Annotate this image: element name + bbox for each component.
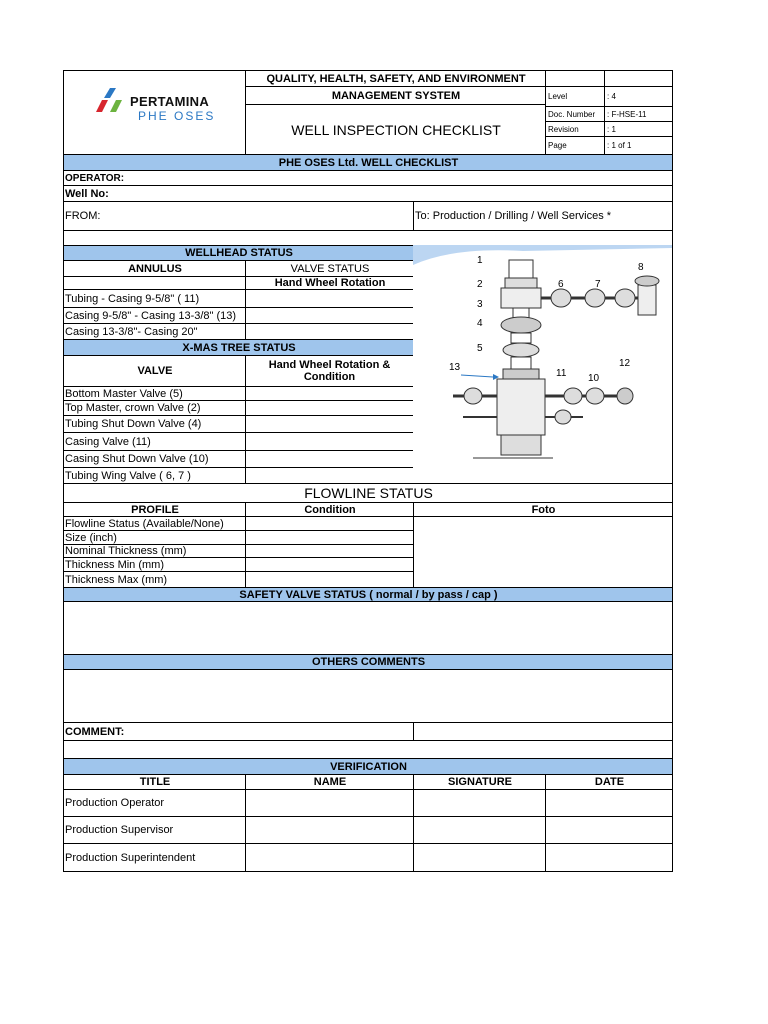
verification-signature-input[interactable] — [413, 816, 546, 844]
checklist-title: PHE OSES Ltd. WELL CHECKLIST — [63, 154, 673, 171]
xmas-row-label: Top Master, crown Valve (2) — [63, 400, 246, 416]
blank-row — [63, 740, 673, 759]
wellhead-blank — [63, 276, 246, 290]
safety-valve-title: SAFETY VALVE STATUS ( normal / by pass / cap ) — [63, 587, 673, 602]
flowline-title: FLOWLINE STATUS — [63, 483, 673, 503]
xmas-row-label: Bottom Master Valve (5) — [63, 386, 246, 401]
verification-date-input[interactable] — [545, 843, 673, 872]
xmas-row-input[interactable] — [245, 450, 414, 468]
wellhead-col-handwheel: Hand Wheel Rotation — [245, 276, 414, 290]
verification-col-name: NAME — [245, 774, 414, 790]
doc-title-text: WELL INSPECTION CHECKLIST — [291, 121, 501, 138]
xmas-row-label: Tubing Shut Down Valve (4) — [63, 415, 246, 433]
flowline-row-input[interactable] — [245, 544, 414, 558]
xmas-col-condition: Hand Wheel Rotation & Condition — [245, 355, 414, 387]
from-label: FROM: — [63, 201, 414, 231]
doc-title — [245, 104, 546, 155]
verification-date-input[interactable] — [545, 789, 673, 817]
blank-row — [63, 230, 673, 246]
diagram-label: 1 — [477, 255, 483, 266]
verification-signature-input[interactable] — [413, 789, 546, 817]
xmas-row-input[interactable] — [245, 386, 414, 401]
verification-row-title: Production Operator — [63, 789, 246, 817]
xmas-row-input[interactable] — [245, 432, 414, 451]
meta-page-label: Page — [545, 136, 605, 155]
xmas-col-valve: VALVE — [63, 355, 246, 387]
flowline-row-label: Thickness Min (mm) — [63, 557, 246, 572]
verification-name-input[interactable] — [245, 789, 414, 817]
comment-label: COMMENT: — [63, 722, 414, 741]
flowline-row-input[interactable] — [245, 557, 414, 572]
diagram-label: 6 — [558, 279, 564, 290]
xmas-row-label: Tubing Wing Valve ( 6, 7 ) — [63, 467, 246, 484]
others-comments-area[interactable] — [63, 669, 673, 723]
verification-date-input[interactable] — [545, 816, 673, 844]
verification-col-signature: SIGNATURE — [413, 774, 546, 790]
meta-page-value: : 1 of 1 — [604, 136, 673, 155]
diagram-label: 2 — [477, 279, 483, 290]
well-no-label: Well No: — [63, 185, 673, 202]
wellhead-row-label: Casing 9-5/8" - Casing 13-3/8" (13) — [63, 307, 246, 324]
flowline-row-label: Flowline Status (Available/None) — [63, 516, 246, 531]
wellhead-row-label: Tubing - Casing 9-5/8" ( 11) — [63, 289, 246, 308]
verification-row-title: Production Supervisor — [63, 816, 246, 844]
wellhead-title: WELLHEAD STATUS — [63, 245, 414, 261]
xmas-row-label: Casing Shut Down Valve (10) — [63, 450, 246, 468]
wellhead-row-input[interactable] — [245, 289, 414, 308]
verification-col-title: TITLE — [63, 774, 246, 790]
verification-col-date: DATE — [545, 774, 673, 790]
meta-revision-value: : 1 — [604, 121, 673, 137]
logo-box — [63, 70, 246, 155]
xmas-row-label: Casing Valve (11) — [63, 432, 246, 451]
wellhead-row-label: Casing 13-3/8"- Casing 20" — [63, 323, 246, 340]
flowline-row-label: Size (inch) — [63, 530, 246, 545]
diagram-label: 8 — [638, 262, 644, 273]
diagram-label: 11 — [556, 368, 567, 379]
title-line-2: MANAGEMENT SYSTEM — [245, 86, 546, 105]
diagram-label: 10 — [588, 373, 600, 384]
safety-valve-area[interactable] — [63, 601, 673, 655]
diagram-label: 7 — [595, 279, 601, 290]
comment-input[interactable] — [413, 722, 673, 741]
meta-docnum-label: Doc. Number — [545, 106, 605, 122]
wellhead-col-annulus: ANNULUS — [63, 260, 246, 277]
wellhead-row-input[interactable] — [245, 307, 414, 324]
meta-blank-2 — [604, 70, 673, 87]
flowline-col-profile: PROFILE — [63, 502, 246, 517]
to-label: To: Production / Drilling / Well Services * — [413, 201, 673, 231]
xmas-row-input[interactable] — [245, 415, 414, 433]
title-line-1: QUALITY, HEALTH, SAFETY, AND ENVIRONMENT — [245, 70, 546, 87]
logo-text: PERTAMINA — [130, 94, 210, 109]
logo-subtext: PHE OSES — [138, 109, 216, 123]
flowline-row-input[interactable] — [245, 530, 414, 545]
xmas-title: X-MAS TREE STATUS — [63, 339, 414, 356]
wellhead-col-valve-status: VALVE STATUS — [245, 260, 414, 277]
flowline-row-input[interactable] — [245, 571, 414, 588]
meta-level-label: Level — [545, 86, 605, 107]
meta-blank-1 — [545, 70, 605, 87]
diagram-label: 13 — [449, 362, 461, 373]
flowline-row-input[interactable] — [245, 516, 414, 531]
verification-name-input[interactable] — [245, 843, 414, 872]
meta-docnum-value: : F-HSE-11 — [604, 106, 673, 122]
verification-row-title: Production Superintendent — [63, 843, 246, 872]
flowline-col-foto: Foto — [413, 502, 673, 517]
meta-revision-label: Revision — [545, 121, 605, 137]
xmas-row-input[interactable] — [245, 467, 414, 484]
pertamina-logo-icon — [94, 86, 124, 114]
flowline-row-label: Nominal Thickness (mm) — [63, 544, 246, 558]
diagram-label: 4 — [477, 318, 483, 329]
flowline-row-label: Thickness Max (mm) — [63, 571, 246, 588]
verification-signature-input[interactable] — [413, 843, 546, 872]
verification-name-input[interactable] — [245, 816, 414, 844]
meta-level-value: : 4 — [604, 86, 673, 107]
xmas-row-input[interactable] — [245, 400, 414, 416]
diagram-label: 12 — [619, 358, 631, 369]
wellhead-diagram — [413, 245, 673, 484]
operator-label: OPERATOR: — [63, 170, 673, 186]
diagram-label: 5 — [477, 343, 483, 354]
flowline-foto-area[interactable] — [413, 516, 673, 588]
others-comments-title: OTHERS COMMENTS — [63, 654, 673, 670]
flowline-col-condition: Condition — [245, 502, 414, 517]
verification-title: VERIFICATION — [63, 758, 673, 775]
wellhead-row-input[interactable] — [245, 323, 414, 340]
diagram-label: 3 — [477, 299, 483, 310]
